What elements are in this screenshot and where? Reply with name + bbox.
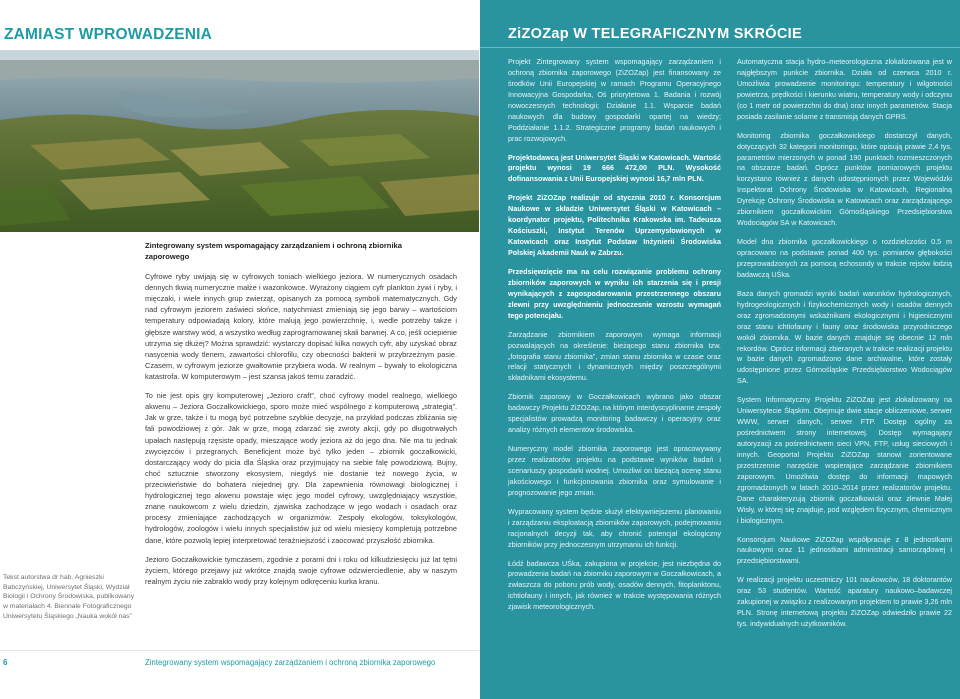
author-note: Tekst autorstwa dr hab. Agnieszki Babczyńskiej, Uniwersytet Śląski, Wydział Biologii i Ochrony Środowiska, publikowany w materiałach 4. Biennale Fotograficznego Uniwersytetu Śląskiego „Nauka wokół nas” xyxy=(3,574,135,620)
summary-paragraph: Automatyczna stacja hydro–meteorologiczna zlokalizowana jest w najgłębszym punkcie zbiornika. Działa od czerwca 2010 r. Umożliwia prowadzenie monitoringu: temperatury i wilgotności powietrza, prędkości i kierunku wiatru, temperatury wody i odczynu (co 1 metr od powierzchni do dna) oraz innych parametrów. Stacja posiada zasilanie solarne z transmisją danych GPRS. xyxy=(737,57,952,121)
summary-paragraph: Monitoring zbiornika goczałkowickiego dostarczył danych, dotyczących 32 kategorii monitoringu, które opisują prawie 2,4 tys. parametrów mierzonych w ponad 190 punktach rozmieszczonych na obszarze badań. Oprócz punktów pomiarowych projektu korzystano również z danych udostępnionych przez Wojewódzki Inspektorat Ochrony Środowiska w Katowicach, Regionalną Dyrekcję Ochrony Środowiska w Katowicach oraz zarządzającego zbiornikiem goczałkowickim Górnośląskiego Przedsiębiorstwa Wodociągów SA w Katowicach. xyxy=(737,130,952,228)
lake-aerial-photo xyxy=(0,50,479,232)
summary-paragraph: Model dna zbiornika goczałkowickiego o rozdzielczości 0,5 m opracowano na podstawie ponad 400 tys. pomiarów głębokości przeprowadzonych za pomocą echosondy w trakcie rejsów łodzią badawczą UŚka. xyxy=(737,237,952,279)
summary-paragraph: Łódź badawcza UŚka, zakupiona w projekcie, jest niezbędna do prowadzenia badań na zbiorniku zaporowym w Goczałkowicach, a zwłaszcza do poboru prób wody, osadów dennych, fitoplanktonu, ichtiofauny i innych, jak również w trakcie występowania różnych zjawisk meteorologicznych. xyxy=(508,558,721,612)
summary-paragraph: Zbiornik zaporowy w Goczałkowicach wybrano jako obszar badawczy Projektu ZiZOZap, na którym interdyscyplinarne zespoły specjalistów prowadzą monitoring badawczy i operacyjny oraz analizy różnych elementów środowiska. xyxy=(508,392,721,435)
running-footer: Zintegrowany system wspomagający zarządzaniem i ochroną zbiornika zaporowego xyxy=(145,658,436,667)
page-number: 6 xyxy=(3,658,8,667)
summary-paragraph: Projektodawcą jest Uniwersytet Śląski w Katowicach. Wartość projektu wynosi 19 666 472,00 PLN. Wysokość dofinansowania z Unii Europejskiej wynosi 16,7 mln PLN. xyxy=(508,152,721,184)
right-page xyxy=(480,0,960,699)
summary-paragraph: Projekt ZiZOZap realizuje od stycznia 2010 r. Konsorcjum Naukowe w składzie Uniwersytet Śląski w Katowicach – koordynator projektu, Politechnika Krakowska im. Tadeusza Kościuszki, Instytut Terenów Uprzemysłowionych w Katowicach oraz Instytut Podstaw Inżynierii Środowiska Polskiej Akademii Nauk w Zabrzu. xyxy=(508,193,721,257)
summary-paragraph: Konsorcjum Naukowe ZiZOZap współpracuje z 8 jednostkami naukowymi oraz 11 jednostkami administracji samorządowej i przedsiębiorstwami. xyxy=(737,534,952,566)
left-paragraph: To nie jest opis gry komputerowej „Jezioro craft”, choć cyfrowy model realnego, wielkiego akwenu – Jeziora Goczałkowickiego, sporo może mieć wspólnego z komputerową „strategią”. Jak w grze, także i tu mogą być potrzebne szybkie decyzje, na przykład podczas zbliżania się fali powodziowej z gór. Jak w grze, mogą zdarzać się zwroty akcji, gdy po długotrwałych upałach następują rzęsiste opady, mieszające wody jeziora aż do jego dna. Nie ma tu jednak zwycięzców i przegranych. Beneficjent może być tylko jeden – zbiornik goczałkowicki, dostarczający wody do picia dla Śląska oraz przyjmujący na siebie falę powodziową. Bujny, choć sztucznie stworzony ekosystem, niegdyś nie dostanie też nowego życia, w przeciwieństwie do bohatera niejednej gry. Dla zapewnienia równowagi biologicznej i hydrologicznej tego akwenu powstaje więc jego model cyfrowy, uwzględniający wszystkie, znane naukowcom z wielu dziedzin, zjawiska zachodzące w jego wodach i osadach oraz procesy zmieniające zachodzących w organizmów. Zespoły ekologów, toksykologów, hydrologów, zoologów i wielu innych specjalistów już od wielu miesięcy kompletują potrzebne dane, które pozwolą lepiej interpretować teraźniejszość i zaocować przyszłość zbiornika. xyxy=(145,391,457,545)
left-paragraph: Jezioro Goczałkowickie tymczasem, zgodnie z porami dni i roku od kilkudziesięciu już lat tętni życiem, którego przejawy już wkrótce znajdą swoje cyfrowe odzwierciedlenie, aby w naszym realnym życiu nie zabrakło wody przy kolejnym odkręceniu kurka kranu. xyxy=(145,554,457,586)
summary-paragraph: W realizacji projektu uczestniczy 101 naukowców, 18 doktorantów oraz 53 studentów. Wartość aparatury naukowo–badawczej zakupionej w związku z realizowanym projektem to prawie 3,26 mln PLN. Stronę internetową projektu ZiZOZap odwiedziło prawie 22 tys. indywidualnych użytkowników. xyxy=(737,575,952,629)
summary-paragraph: Zarządzanie zbiornikiem zaporowym wymaga informacji pozwalających na określenie: bieżącego stanu zbiornika tzw. „fotografia stanu zbiornika”, zmian stanu zbiornika w czasie oraz relacji statycznych i dynamicznych między poszczególnymi składnikami ekosystemu. xyxy=(508,329,721,383)
title-divider xyxy=(480,47,960,48)
left-page-title: ZAMIAST WPROWADZENIA xyxy=(4,26,213,43)
summary-paragraph: Baza danych gromadzi wyniki badań warunków hydrologicznych, hydrogeologicznych i fizykochemicznych wody i osadów dennych oraz zgromadzonymi wskaźnikami ekologicznymi i higienicznymi oraz stanu ichtiofauny i fauny oraz środowiska przyrodniczego wokół zbiornika. W bazie danych znajduje się obecnie 12 mln rekordów. Oprócz informacji zbieranych w trakcie realizacji projektu w bazie danych zgromadzono dane archiwalne, które zostały udostępnione przez Górnośląskie Przedsiębiorstwo Wodociągów SA. xyxy=(737,288,952,386)
summary-paragraph: Przedsięwzięcie ma na celu rozwiązanie problemu ochrony zbiorników zaporowych w wyniku ich starzenia się i presji wynikających z zagospodarowania przestrzennego obszaru zlewni przy uwzględnieniu jednoczesnie wzrostu wymagań tego potencjału. xyxy=(508,266,721,320)
summary-paragraph: Numeryczny model zbiornika zaporowego jest opracowywany przez realizatorów projektu na podstawie wyników badań i scenariuszy gospodarki wodnej. Umożliwi on bieżącą ocenę stanu jakościowego i funkcjonowania zbiornika oraz symulowanie i prognozowanie jego zmian. xyxy=(508,444,721,497)
left-body-text xyxy=(145,271,457,587)
left-page xyxy=(0,0,479,699)
summary-column-2 xyxy=(737,57,952,638)
summary-paragraph: System Informatyczny Projektu ZiZOZap jest zlokalizowany na Uniwersytecie Śląskim. Obejmuje dwie stacje obliczeniowe, serwer WWW, serwer danych, serwer FTP. Dostęp ogólny za pośrednictwem strony internetowej. Dostęp wymagający autoryzacji za pośrednictwem sieci VPN, FTP, usług sieciowych i innych. Geoportal Projektu ZiZOZap stanowi zorientowane przestrzennie narzędzie wspierające zarządzanie zbiornikiem zaporowym. Umożliwia dostęp do informacji mapowych zgromadzonych w latach 2010–2014 przez realizatorów projektu. Dane charakteryzują zbiornik goczałkowicki oraz zlewnie Małej Wisły, w której się znajduje, pod względem fizycznym, chemicznym i biologicznym. xyxy=(737,395,952,525)
right-page-title: ZiZOZap W TELEGRAFICZNYM SKRÓCIE xyxy=(508,26,802,42)
summary-paragraph: Wypracowany system będzie służył efektywniejszemu planowaniu i zarządzaniu eksploatacją zbiorników zaporowych, podejmowaniu racjonalnych decyzji tak, aby chronić potencjał ekologiczny zbiorników przy jednoczesnym utrzymaniu ich funkcji. xyxy=(508,506,721,549)
left-paragraph: Cyfrowe ryby uwijają się w cyfrowych toniach wielkiego jeziora. W numerycznych osadach dennych tkwią numeryczne małże i wazonkowce. Wyrażony ciągiem cyfr plankton żywi i ryby, i mięczaki, i wiele innych grup zwierząt, opisanych za pomocą symboli matematycznych. Gdy nad cyfrowym jeziorem zaświeci słońce, natychmiast zmieniają się jego barwy – wartościom temperatury odpowiadają kolory, które malują jego powierzchnię, i, wedle potrzeby także i głębsze warstwy wód, a wszystko według zaprogramowanej skali barwnej. A co, jeśli ociepienie utrzyma się dłużej? Można sprawdzić: wystarczy dopisać kilka nowych cyfr, aby uzyskać obraz nasycenia wody tlenem, zawartości chlorofilu, czy obecności bakterii w przybrzeżnym pasie. Czasem, w cyfrowym jeziorze gwałtownie przybiera woda. W realnym – bywały to ekologiczna katastrofa. W komputerowym – jest szansa jakoś temu zaradzić. xyxy=(145,272,457,381)
lake-photo-illustration xyxy=(0,50,479,232)
summary-column-1 xyxy=(508,57,721,621)
summary-paragraph: Projekt Zintegrowany system wspomagający zarządzaniem i ochroną zbiornika zaporowego (ZiZOZap) jest finansowany ze środków Unii Europejskiej w ramach Programu Operacyjnego Innowacyjna Gospodarka, Oś priorytetowa 1. Badania i rozwój nowoczesnych technologii; Działanie 1.1. Wsparcie badań naukowych dla budowy gospodarki opartej na wiedzy; Poddziałanie 1.1.2. Strategiczne programy badań naukowych i prac rozwojowych. xyxy=(508,57,721,143)
intro-title: Zintegrowany system wspomagający zarządzaniem i ochroną zbiornika zaporowego xyxy=(145,241,402,262)
footer-divider xyxy=(0,650,479,651)
